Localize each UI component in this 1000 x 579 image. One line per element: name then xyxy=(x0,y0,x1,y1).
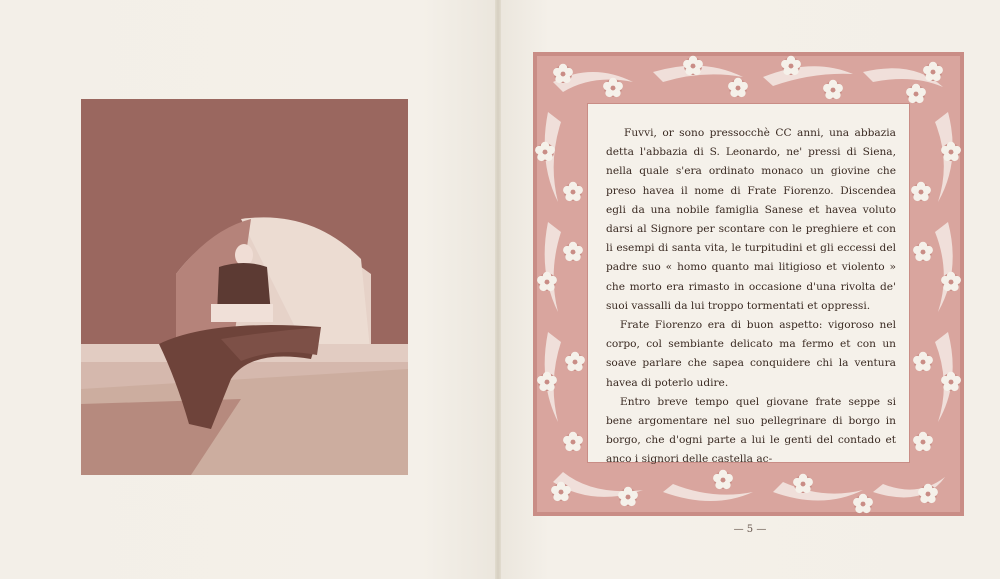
paragraph-1: Fuvvi, or sono pressocchè CC anni, una abbazia detta l'abbazia di S. Leonardo, ne' pressi di Siena, nella quale s'era ordinato monaco un giovine che preso havea il nome di Frate Fiorenzo. Discendea egli da una nobile famiglia Sanese et havea voluto darsi al Signore per scontare con le preghiere et con li esempi di santa vita, le turpitudini et gli eccessi del padre suo « homo quanto mai litigioso et violento » che morto era rimasto in occasione d'una rivolta de' suoi vassalli da lui troppo tormentati et oppressi. xyxy=(606,127,896,312)
body-text xyxy=(606,124,896,470)
photo-illustration xyxy=(81,99,408,475)
paragraph-2: Frate Fiorenzo era di buon aspetto: vigoroso nel corpo, col sembiante delicato ma fermo et con un soave parlare che sapea conquidere chi la ventura havea di poterlo udire. xyxy=(606,319,896,389)
paragraph-3: Entro breve tempo quel giovane frate seppe si bene argomentare nel suo pellegrinare di borgo in borgo, che d'ogni parte a lui le genti del contado et anco i signori delle castella ac- xyxy=(606,395,896,466)
book-gutter xyxy=(495,0,501,579)
monk-photo-icon xyxy=(81,99,408,475)
page-number: — 5 — xyxy=(733,524,767,535)
